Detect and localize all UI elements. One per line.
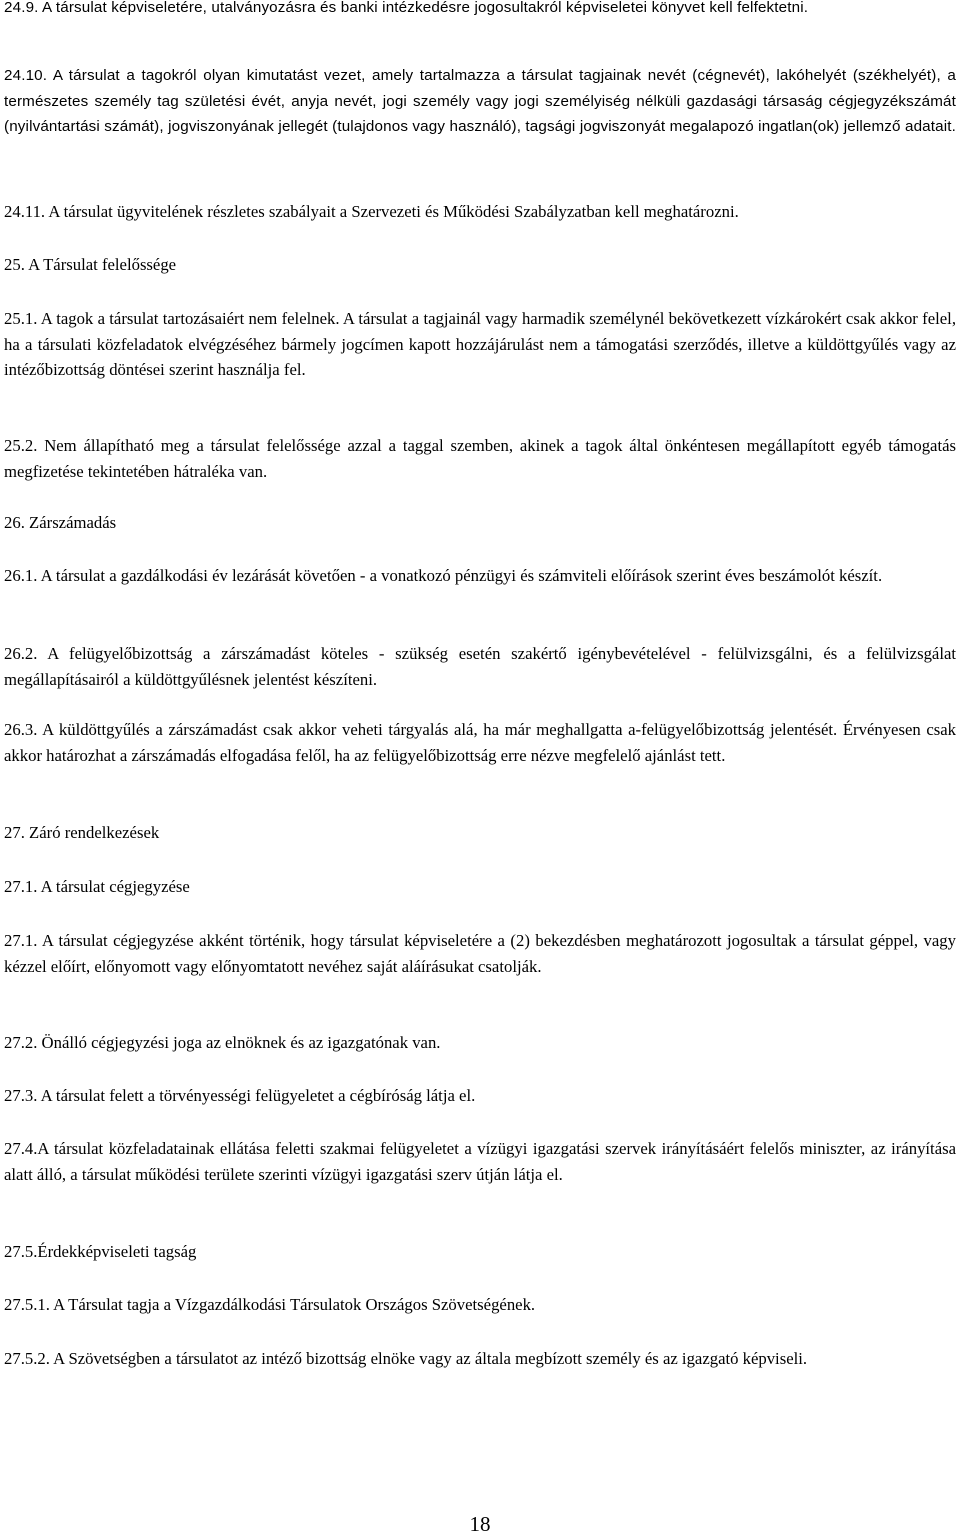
page-number: 18 <box>469 1512 491 1536</box>
paragraph-24-11: 24.11. A társulat ügyvitelének részletes szabályait a Szervezeti és Működési Szabályzatban kell meghatározni. <box>4 202 739 221</box>
section-heading-25: 25. A Társulat felelőssége <box>4 255 177 274</box>
section-heading-27: 27. Záró rendelkezések <box>4 823 160 842</box>
paragraph-26-1: 26.1. A társulat a gazdálkodási év lezárását követően - a vonatkozó pénzügyi és számviteli előírások szerint éves beszámolót készít. <box>4 566 883 585</box>
subheading-27-5: 27.5.Érdekképviseleti tagság <box>4 1242 197 1261</box>
paragraph-27-5-1: 27.5.1. A Társulat tagja a Vízgazdálkodási Társulatok Országos Szövetségének. <box>4 1295 536 1314</box>
paragraph-26-3: 26.3. A küldöttgyűlés a zárszámadást csak akkor veheti tárgyalás alá, ha már meghallgatta a-felügyelőbizottság jelentését. Érvényesen csak akkor határozhat a zárszámadás elfogadása felől, ha az felügyelőbizottság erre nézve megfelelő ajánlást tett. <box>4 720 956 765</box>
paragraph-25-1: 25.1. A tagok a társulat tartozásaiért nem felelnek. A társulat a tagjainál vagy harmadik személynél bekövetkezett vízkárokért csak akkor felel, ha a társulati közfeladatok elvégzéséhez bármely jogcímen kapott hozzájárulást nem a támogatási szerződés, illetve a küldöttgyűlés vagy az intézőbizottság döntései szerint használja fel. <box>4 309 956 379</box>
paragraph-27-3: 27.3. A társulat felett a törvényességi felügyeletet a cégbíróság látja el. <box>4 1086 476 1105</box>
section-heading-26: 26. Zárszámadás <box>4 513 117 532</box>
paragraph-27-1: 27.1. A társulat cégjegyzése akként történik, hogy társulat képviseletére a (2) bekezdésben meghatározott jogosultak a társulat géppel, vagy kézzel előírt, előnyomott vagy előnyomtatott nevéhez saját aláírásukat csatolják. <box>4 931 956 976</box>
subheading-27-1: 27.1. A társulat cégjegyzése <box>4 877 190 896</box>
paragraph-24-10: 24.10. A társulat a tagokról olyan kimutatást vezet, amely tartalmazza a társulat tagjainak nevét (cégnevét), lakóhelyét (székhelyét), a természetes személy tag születési évét, anyja nevét, jogi személy vagy jogi személyiség nélküli gazdasági társaság cégjegyzékszámát (nyilvántartási számát), jogviszonyának jellegét (tulajdonos vagy használó), tagsági jogviszonyát megalapozó ingatlan(ok) jellemző adatait. <box>4 67 957 135</box>
paragraph-27-2: 27.2. Önálló cégjegyzési joga az elnöknek és az igazgatónak van. <box>4 1033 441 1052</box>
paragraph-26-2: 26.2. A felügyelőbizottság a zárszámadást köteles - szükség esetén szakértő igénybevételével - felülvizsgálni, és a felülvizsgálat megállapításairól a küldöttgyűlésnek jelentést készíteni. <box>4 644 956 689</box>
paragraph-25-2: 25.2. Nem állapítható meg a társulat felelőssége azzal a taggal szemben, akinek a tagok által önkéntesen megállapított egyéb támogatás megfizetése tekintetében hátraléka van. <box>4 436 956 481</box>
paragraph-27-5-2: 27.5.2. A Szövetségben a társulatot az intéző bizottság elnöke vagy az általa megbízott személy és az igazgató képviseli. <box>4 1349 808 1368</box>
paragraph-27-4: 27.4.A társulat közfeladatainak ellátása feletti szakmai felügyeletet a vízügyi igazgatási szervek irányításáért felelős miniszter, az irányítása alatt álló, a társulat működési területe szerinti vízügyi igazgatási szerv útján látja el. <box>4 1139 956 1184</box>
paragraph-24-9: 24.9. A társulat képviseletére, utalványozásra és banki intézkedésre jogosultakról képviseletei könyvet kell felfektetni. <box>4 0 809 16</box>
